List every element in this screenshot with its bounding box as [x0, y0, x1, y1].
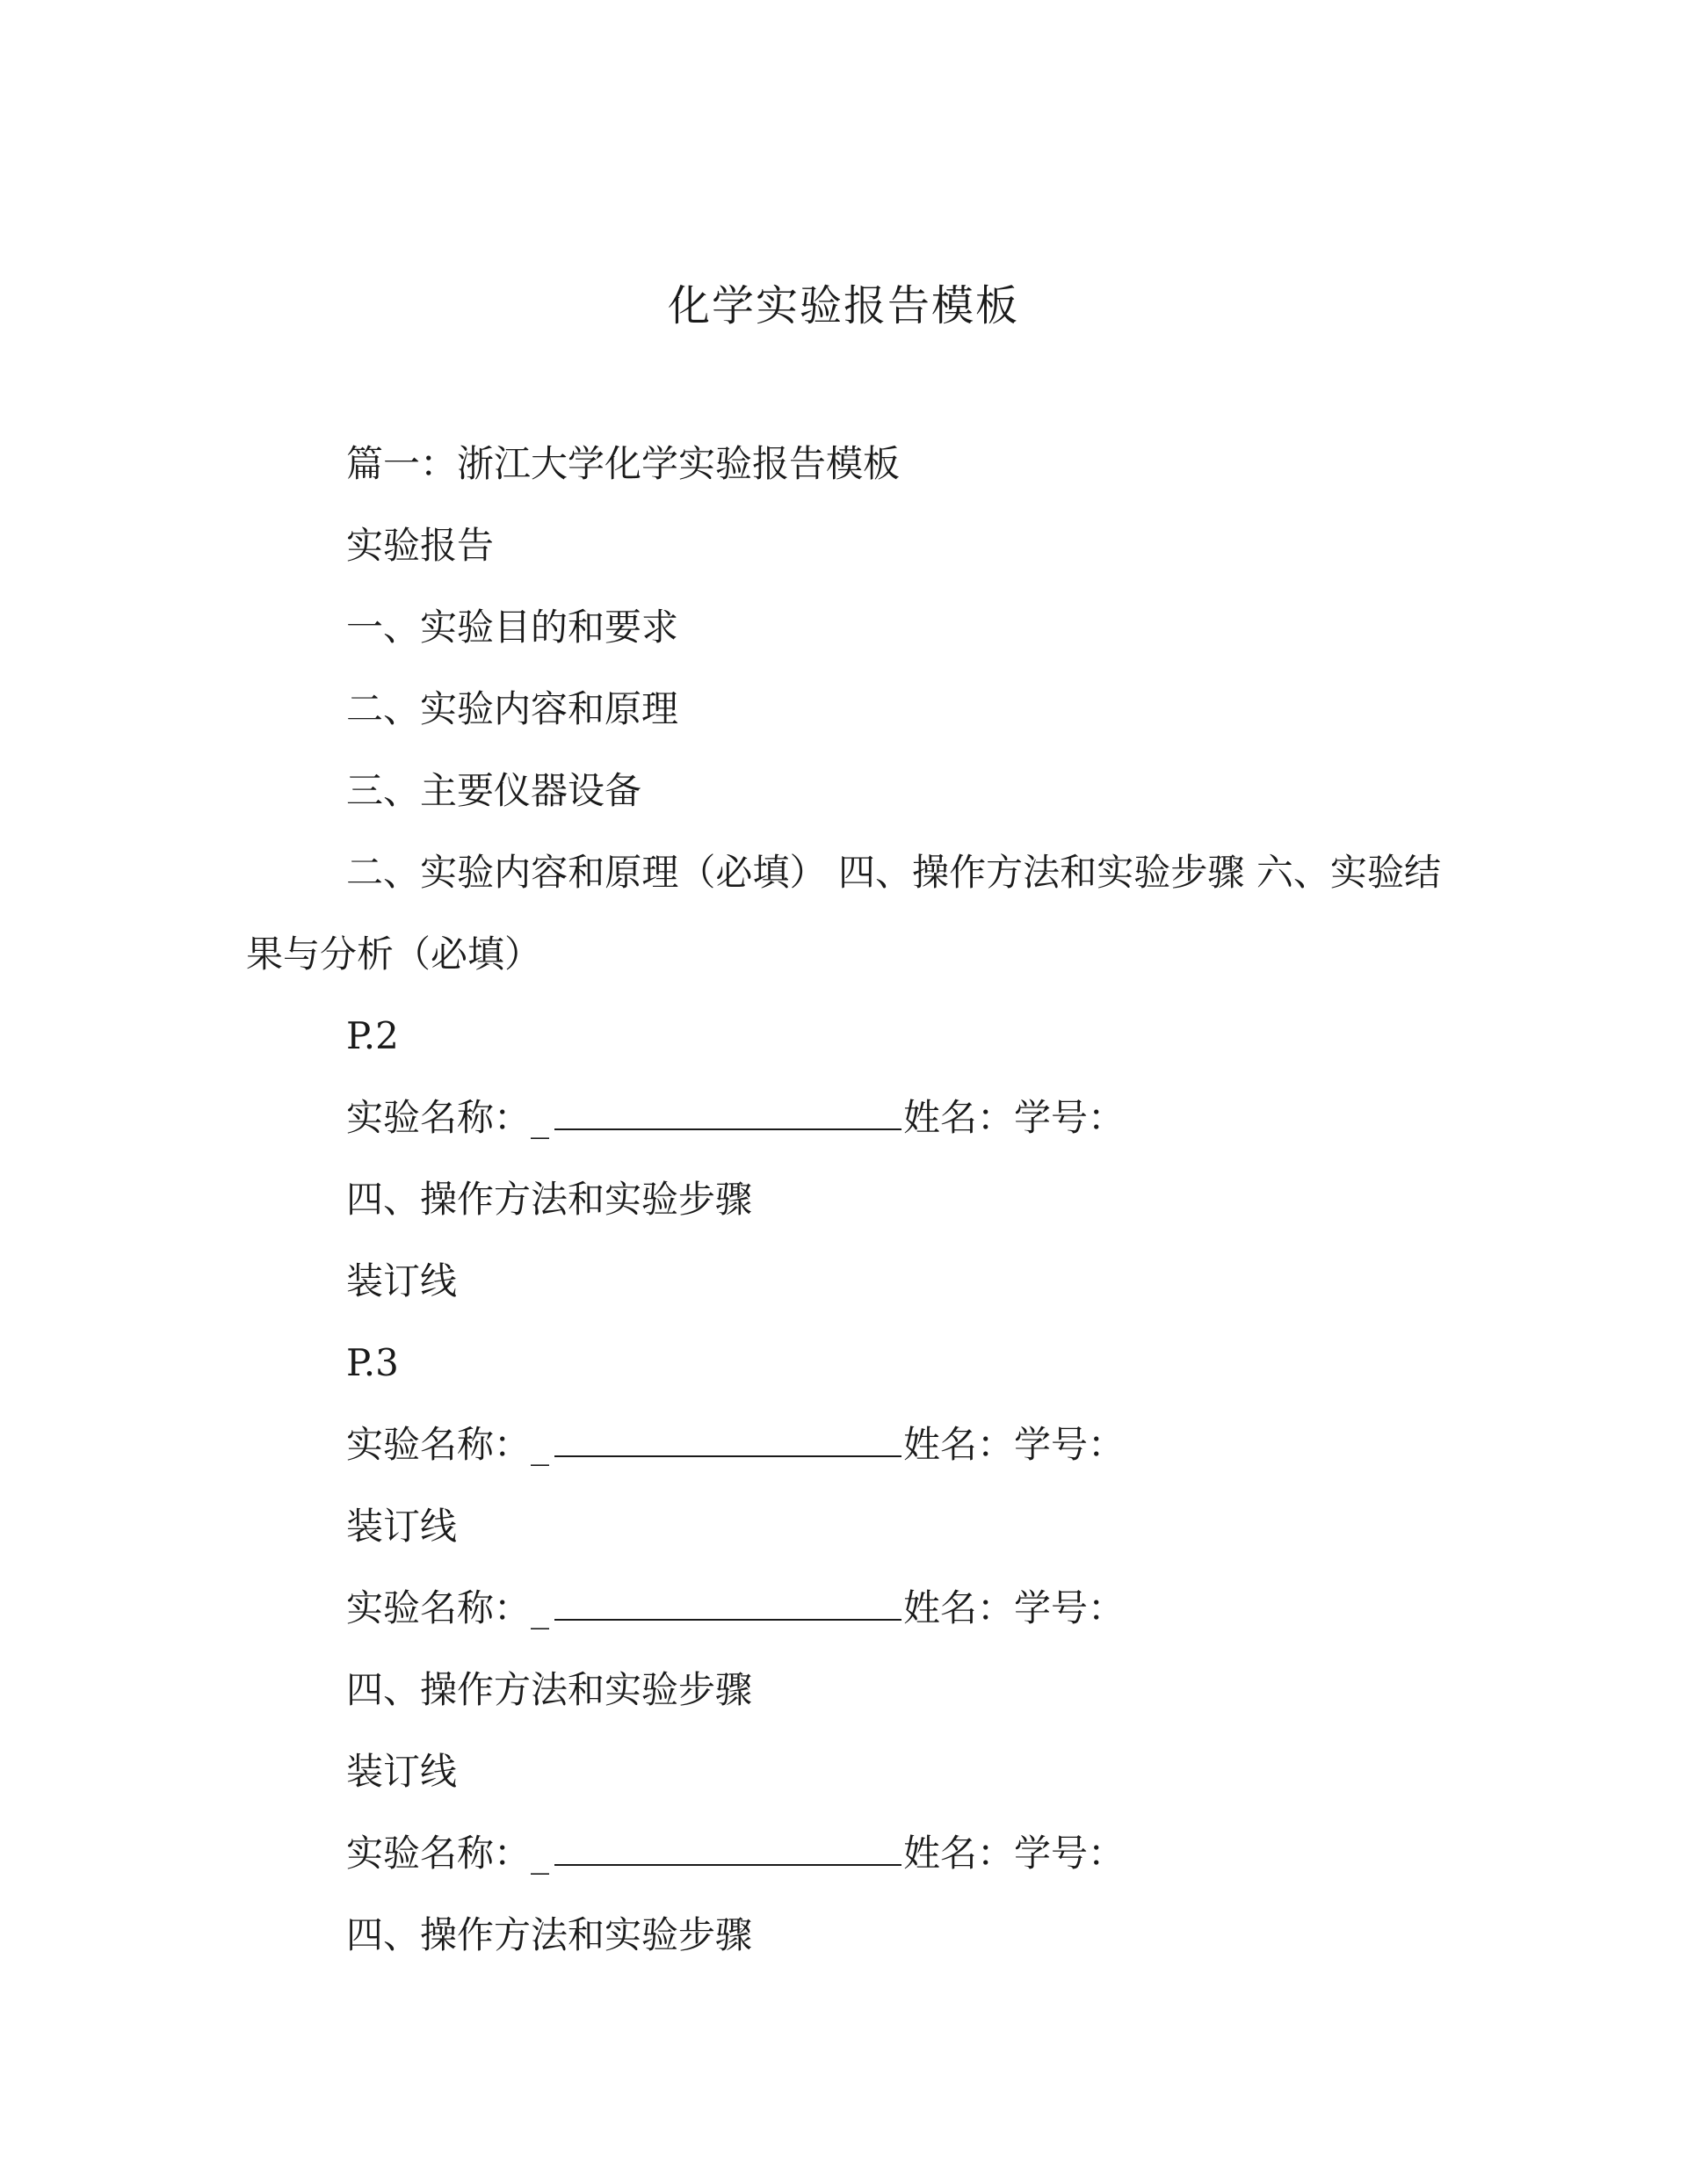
paragraph-item-3: 三、主要仪器设备	[346, 769, 642, 812]
field-label: 实验名称：_	[346, 1586, 550, 1629]
blank-line	[554, 1610, 901, 1621]
field-label: 实验名称：_	[346, 1096, 550, 1139]
field-label-after: 姓名：学号：	[903, 1423, 1126, 1466]
field-label-after: 姓名：学号：	[903, 1096, 1126, 1139]
paragraph-section-heading: 篇一：浙江大学化学实验报告模板	[346, 442, 901, 485]
form-field-row	[246, 1567, 1441, 1649]
paragraph-page-label: P.2	[346, 1014, 399, 1057]
blank-line	[554, 1120, 901, 1130]
paragraph-combined-items: 二、实验内容和原理（必填） 四、操作方法和实验步骤 六、实验结果与分析（必填）	[246, 851, 1441, 976]
blank-line	[554, 1855, 901, 1866]
field-label: 实验名称：_	[346, 1423, 550, 1466]
paragraph-page-label: P.3	[346, 1341, 399, 1384]
paragraph-item-2: 二、实验内容和原理	[346, 687, 679, 730]
field-label-after: 姓名：学号：	[903, 1586, 1126, 1629]
document-title: 化学实验报告模板	[667, 281, 1019, 330]
paragraph-step-heading: 四、操作方法和实验步骤	[346, 1668, 753, 1711]
paragraph-step-heading: 四、操作方法和实验步骤	[346, 1913, 753, 1956]
paragraph-step-heading: 四、操作方法和实验步骤	[346, 1178, 753, 1221]
blank-line	[554, 1447, 901, 1457]
document-body	[246, 423, 1441, 1976]
paragraph-item-1: 一、实验目的和要求	[346, 606, 679, 649]
field-label-after: 姓名：学号：	[903, 1832, 1126, 1875]
paragraph-report-heading: 实验报告	[346, 524, 495, 567]
form-field-row	[246, 1812, 1441, 1894]
form-field-row	[246, 1077, 1441, 1158]
paragraph-binding-line: 装订线	[346, 1750, 458, 1793]
paragraph-binding-line: 装订线	[346, 1505, 458, 1548]
form-field-row	[246, 1404, 1441, 1485]
field-label: 实验名称：_	[346, 1832, 550, 1875]
paragraph-binding-line: 装订线	[346, 1259, 458, 1302]
